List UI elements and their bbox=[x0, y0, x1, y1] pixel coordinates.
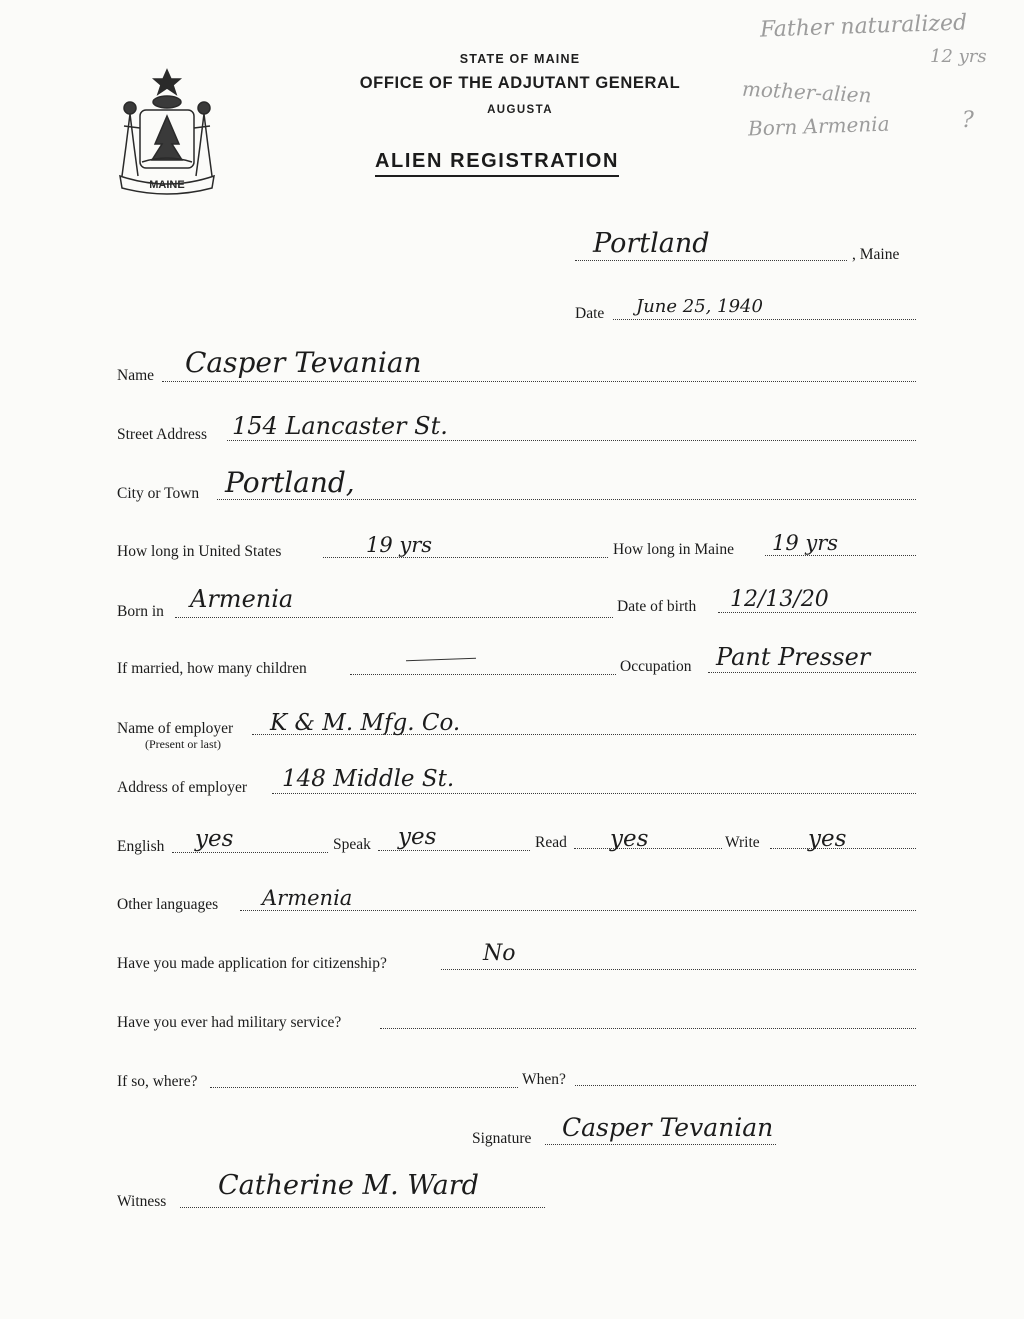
name-value: Casper Tevanian bbox=[185, 346, 422, 379]
employer-note: (Present or last) bbox=[145, 737, 221, 751]
place-line bbox=[575, 260, 847, 261]
signature-label: Signature bbox=[472, 1130, 532, 1147]
witness-label: Witness bbox=[117, 1193, 167, 1210]
employer-address-label: Address of employer bbox=[117, 779, 247, 796]
english-value: yes bbox=[195, 826, 234, 852]
citizenship-value: No bbox=[483, 941, 516, 966]
dob-label: Date of birth bbox=[617, 598, 697, 615]
occupation-line bbox=[708, 672, 916, 673]
military-label: Have you ever had military service? bbox=[117, 1014, 342, 1031]
years-maine-line bbox=[765, 555, 916, 556]
street-label: Street Address bbox=[117, 426, 207, 443]
maine-state-seal-icon bbox=[112, 66, 222, 196]
born-value: Armenia bbox=[190, 585, 294, 613]
children-dash bbox=[406, 658, 476, 661]
margin-note-mother: mother-alien bbox=[741, 76, 873, 108]
maine-label: , Maine bbox=[852, 246, 900, 263]
seal-banner-text: MAINE bbox=[149, 179, 185, 191]
years-maine-label: How long in Maine bbox=[613, 541, 734, 558]
citizenship-line bbox=[441, 969, 916, 970]
employer-value: K & M. Mfg. Co. bbox=[270, 710, 461, 736]
city-label: City or Town bbox=[117, 485, 200, 502]
signature-value: Casper Tevanian bbox=[562, 1113, 774, 1142]
date-line bbox=[613, 319, 916, 320]
employer-address-value: 148 Middle St. bbox=[282, 766, 455, 792]
speak-label: Speak bbox=[333, 836, 371, 853]
where-line bbox=[210, 1087, 518, 1088]
margin-note-years: 12 yrs bbox=[930, 46, 987, 67]
occupation-value: Pant Presser bbox=[716, 643, 871, 671]
form-title: ALIEN REGISTRATION bbox=[375, 150, 619, 177]
employer-address-line bbox=[272, 793, 916, 794]
state-heading: STATE OF MAINE bbox=[459, 52, 581, 66]
occupation-label: Occupation bbox=[620, 658, 692, 675]
witness-value: Catherine M. Ward bbox=[218, 1170, 479, 1201]
write-label: Write bbox=[725, 834, 760, 851]
born-label: Born in bbox=[117, 603, 164, 620]
years-us-line bbox=[323, 557, 608, 558]
dob-line bbox=[718, 612, 916, 613]
city-value: Portland, bbox=[225, 466, 355, 499]
speak-value: yes bbox=[398, 824, 437, 850]
name-label: Name bbox=[117, 367, 155, 384]
margin-note-father: Father naturalized bbox=[759, 10, 968, 43]
citizenship-label: Have you made application for citizenship? bbox=[117, 955, 387, 972]
date-label: Date bbox=[575, 305, 605, 322]
english-line bbox=[172, 852, 328, 853]
street-value: 154 Lancaster St. bbox=[232, 412, 448, 440]
other-languages-line bbox=[240, 910, 916, 911]
english-label: English bbox=[117, 838, 165, 855]
employer-label: Name of employer bbox=[117, 720, 234, 737]
children-line bbox=[350, 674, 616, 675]
date-value: June 25, 1940 bbox=[636, 296, 763, 317]
city-line bbox=[217, 499, 916, 500]
children-label: If married, how many children bbox=[117, 660, 307, 677]
name-line bbox=[162, 381, 916, 382]
write-value: yes bbox=[808, 826, 847, 852]
speak-line bbox=[378, 850, 530, 851]
dob-value: 12/13/20 bbox=[730, 587, 829, 612]
witness-line bbox=[180, 1207, 545, 1208]
born-line bbox=[175, 617, 613, 618]
years-us-label: How long in United States bbox=[117, 543, 282, 560]
place-value: Portland bbox=[593, 228, 710, 259]
read-label: Read bbox=[535, 834, 567, 851]
years-us-value: 19 yrs bbox=[366, 533, 433, 557]
other-languages-value: Armenia bbox=[262, 886, 353, 910]
margin-note-question-mark: ? bbox=[962, 108, 974, 133]
where-label: If so, where? bbox=[117, 1073, 198, 1090]
signature-line bbox=[545, 1144, 776, 1145]
city-heading: AUGUSTA bbox=[487, 104, 553, 116]
when-line bbox=[575, 1085, 916, 1086]
when-label: When? bbox=[522, 1071, 566, 1088]
years-maine-value: 19 yrs bbox=[772, 531, 839, 555]
street-line bbox=[227, 440, 916, 441]
office-heading: OFFICE OF THE ADJUTANT GENERAL bbox=[359, 74, 681, 92]
other-languages-label: Other languages bbox=[117, 896, 219, 913]
margin-note-born: Born Armenia bbox=[747, 111, 890, 141]
read-value: yes bbox=[610, 826, 649, 852]
military-line bbox=[380, 1028, 916, 1029]
